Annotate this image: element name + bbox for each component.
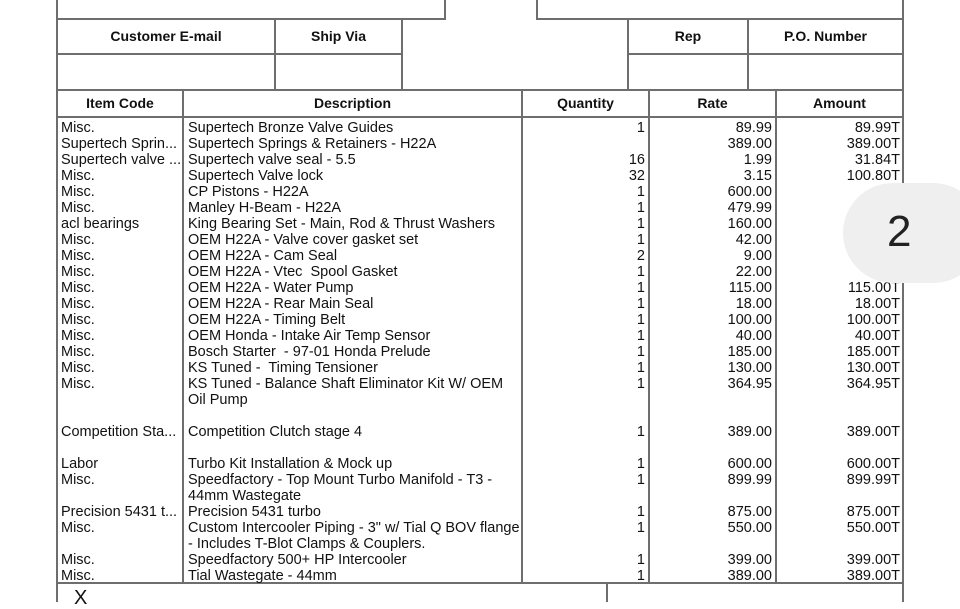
item-code-cell: Misc. <box>61 328 95 344</box>
quantity-cell: 32 <box>628 168 645 184</box>
page-number: 2 <box>887 207 912 256</box>
description-cell: Manley H-Beam - H22A <box>188 200 342 216</box>
rate-cell: 130.00 <box>727 360 772 376</box>
description-cell: KS Tuned - Balance Shaft Eliminator Kit W/ OEM <box>188 376 504 392</box>
description-cell: Competition Clutch stage 4 <box>188 424 363 440</box>
item-code-cell: Misc. <box>61 232 95 248</box>
quantity-cell: 1 <box>636 216 645 232</box>
col-header-quantity: Quantity <box>557 95 614 111</box>
description-cell: Custom Intercooler Piping - 3" w/ Tial Q BOV flange <box>188 520 520 536</box>
quantity-cell: 1 <box>636 200 645 216</box>
col-header-description: Description <box>313 95 391 111</box>
item-code-cell: Misc. <box>61 248 95 264</box>
item-code-cell: Supertech valve ... <box>61 152 182 168</box>
po-number-label: P.O. Number <box>784 28 867 44</box>
rate-cell: 389.00 <box>727 568 772 584</box>
item-code-cell: Misc. <box>61 312 95 328</box>
description-cell: CP Pistons - H22A <box>188 184 309 200</box>
description-cell: Supertech valve seal - 5.5 <box>188 152 356 168</box>
quantity-cell: 2 <box>636 248 645 264</box>
rate-cell: 899.99 <box>727 472 772 488</box>
amount-cell: 100.00T <box>846 312 900 328</box>
amount-cell: 18.00T <box>854 296 900 312</box>
item-code-cell: Misc. <box>61 568 95 584</box>
rate-cell: 89.99 <box>735 120 772 136</box>
quantity-cell: 1 <box>636 328 645 344</box>
quantity-cell: 1 <box>636 552 645 568</box>
description-cell: KS Tuned - Timing Tensioner <box>188 360 378 376</box>
signature-mark: X <box>74 587 88 609</box>
rate-cell: 389.00 <box>727 136 772 152</box>
quantity-cell: 1 <box>636 264 645 280</box>
description-cell: Supertech Valve lock <box>188 168 324 184</box>
item-code-cell: acl bearings <box>61 216 140 232</box>
quantity-cell: 1 <box>636 296 645 312</box>
rate-cell: 399.00 <box>727 552 772 568</box>
amount-cell: 364.95T <box>846 376 900 392</box>
quantity-cell: 1 <box>636 120 645 136</box>
rate-cell: 18.00 <box>735 296 772 312</box>
amount-cell: 89.99T <box>854 120 900 136</box>
description-cell: OEM H22A - Vtec Spool Gasket <box>188 264 398 280</box>
quantity-cell: 1 <box>636 344 645 360</box>
quantity-cell: 1 <box>636 568 645 584</box>
amount-cell: 899.99T <box>846 472 900 488</box>
item-code-cell: Supertech Sprin... <box>61 136 178 152</box>
description-cell: Turbo Kit Installation & Mock up <box>188 456 393 472</box>
item-code-cell: Labor <box>61 456 99 472</box>
quantity-cell: 1 <box>636 232 645 248</box>
rate-cell: 185.00 <box>727 344 772 360</box>
quantity-cell: 16 <box>628 152 645 168</box>
rate-cell: 389.00 <box>727 424 772 440</box>
description-cell: OEM H22A - Cam Seal <box>188 248 338 264</box>
ship-via-label: Ship Via <box>311 28 366 44</box>
item-code-cell: Misc. <box>61 344 95 360</box>
description-cell: King Bearing Set - Main, Rod & Thrust Washers <box>188 216 496 232</box>
amount-cell: 389.00T <box>846 424 900 440</box>
description-cell: OEM Honda - Intake Air Temp Sensor <box>188 328 431 344</box>
item-code-cell: Precision 5431 t... <box>61 504 178 520</box>
quantity-cell: 1 <box>636 376 645 392</box>
rate-cell: 600.00 <box>727 456 772 472</box>
amount-cell: 389.00T <box>846 568 900 584</box>
description-cell: Precision 5431 turbo <box>188 504 321 520</box>
item-code-cell: Misc. <box>61 360 95 376</box>
quantity-cell: 1 <box>636 520 645 536</box>
item-code-cell: Misc. <box>61 200 95 216</box>
description-cell: OEM H22A - Valve cover gasket set <box>188 232 419 248</box>
amount-cell: 600.00T <box>846 456 900 472</box>
rate-cell: 600.00 <box>727 184 772 200</box>
amount-cell: 40.00T <box>854 328 900 344</box>
rep-label: Rep <box>674 28 702 44</box>
amount-cell: 100.80T <box>846 168 900 184</box>
quantity-cell: 1 <box>636 424 645 440</box>
amount-cell: 185.00T <box>846 344 900 360</box>
description-cell: 44mm Wastegate <box>188 488 302 504</box>
quantity-cell: 1 <box>636 360 645 376</box>
description-cell: Speedfactory 500+ HP Intercooler <box>188 552 407 568</box>
rate-cell: 1.99 <box>743 152 772 168</box>
description-cell: Supertech Springs & Retainers - H22A <box>188 136 437 152</box>
customer-email-label: Customer E-mail <box>110 28 222 44</box>
description-cell: Bosch Starter - 97-01 Honda Prelude <box>188 344 431 360</box>
description-cell: OEM H22A - Water Pump <box>188 280 354 296</box>
quantity-cell: 1 <box>636 184 645 200</box>
rate-cell: 100.00 <box>727 312 772 328</box>
rate-cell: 42.00 <box>735 232 772 248</box>
item-code-cell: Misc. <box>61 472 95 488</box>
item-code-cell: Misc. <box>61 280 95 296</box>
rate-cell: 160.00 <box>727 216 772 232</box>
rate-cell: 22.00 <box>735 264 772 280</box>
amount-cell: 389.00T <box>846 136 900 152</box>
rate-cell: 550.00 <box>727 520 772 536</box>
description-cell: OEM H22A - Timing Belt <box>188 312 346 328</box>
rate-cell: 479.99 <box>727 200 772 216</box>
rate-cell: 115.00 <box>728 280 772 296</box>
description-cell: Oil Pump <box>188 392 248 408</box>
description-cell: Tial Wastegate - 44mm <box>188 568 337 584</box>
quantity-cell: 1 <box>636 456 645 472</box>
item-code-cell: Competition Sta... <box>61 424 177 440</box>
item-code-cell: Misc. <box>61 296 95 312</box>
description-cell: OEM H22A - Rear Main Seal <box>188 296 374 312</box>
page-number-badge <box>843 183 960 283</box>
item-code-cell: Misc. <box>61 168 95 184</box>
item-code-cell: Misc. <box>61 184 95 200</box>
amount-cell: 115.00T <box>847 280 900 296</box>
item-code-cell: Misc. <box>61 520 95 536</box>
rate-cell: 40.00 <box>735 328 772 344</box>
description-cell: Supertech Bronze Valve Guides <box>188 120 394 136</box>
amount-cell: 130.00T <box>846 360 900 376</box>
rate-cell: 875.00 <box>727 504 772 520</box>
rate-cell: 3.15 <box>743 168 772 184</box>
quantity-cell: 1 <box>636 472 645 488</box>
col-header-item-code: Item Code <box>86 95 154 111</box>
col-header-rate: Rate <box>697 95 728 111</box>
quantity-cell: 1 <box>636 280 645 296</box>
amount-cell: 399.00T <box>846 552 900 568</box>
item-code-cell: Misc. <box>61 264 95 280</box>
quantity-cell: 1 <box>636 312 645 328</box>
amount-cell: 875.00T <box>846 504 900 520</box>
rate-cell: 9.00 <box>743 248 772 264</box>
description-cell: - Includes T-Blot Clamps & Couplers. <box>188 536 426 552</box>
description-cell: Speedfactory - Top Mount Turbo Manifold - T3 - <box>188 472 493 488</box>
item-code-cell: Misc. <box>61 552 95 568</box>
rate-cell: 364.95 <box>727 376 772 392</box>
amount-cell: 31.84T <box>854 152 900 168</box>
item-code-cell: Misc. <box>61 376 95 392</box>
col-header-amount: Amount <box>813 95 866 111</box>
quantity-cell: 1 <box>636 504 645 520</box>
item-code-cell: Misc. <box>61 120 95 136</box>
amount-cell: 550.00T <box>846 520 900 536</box>
